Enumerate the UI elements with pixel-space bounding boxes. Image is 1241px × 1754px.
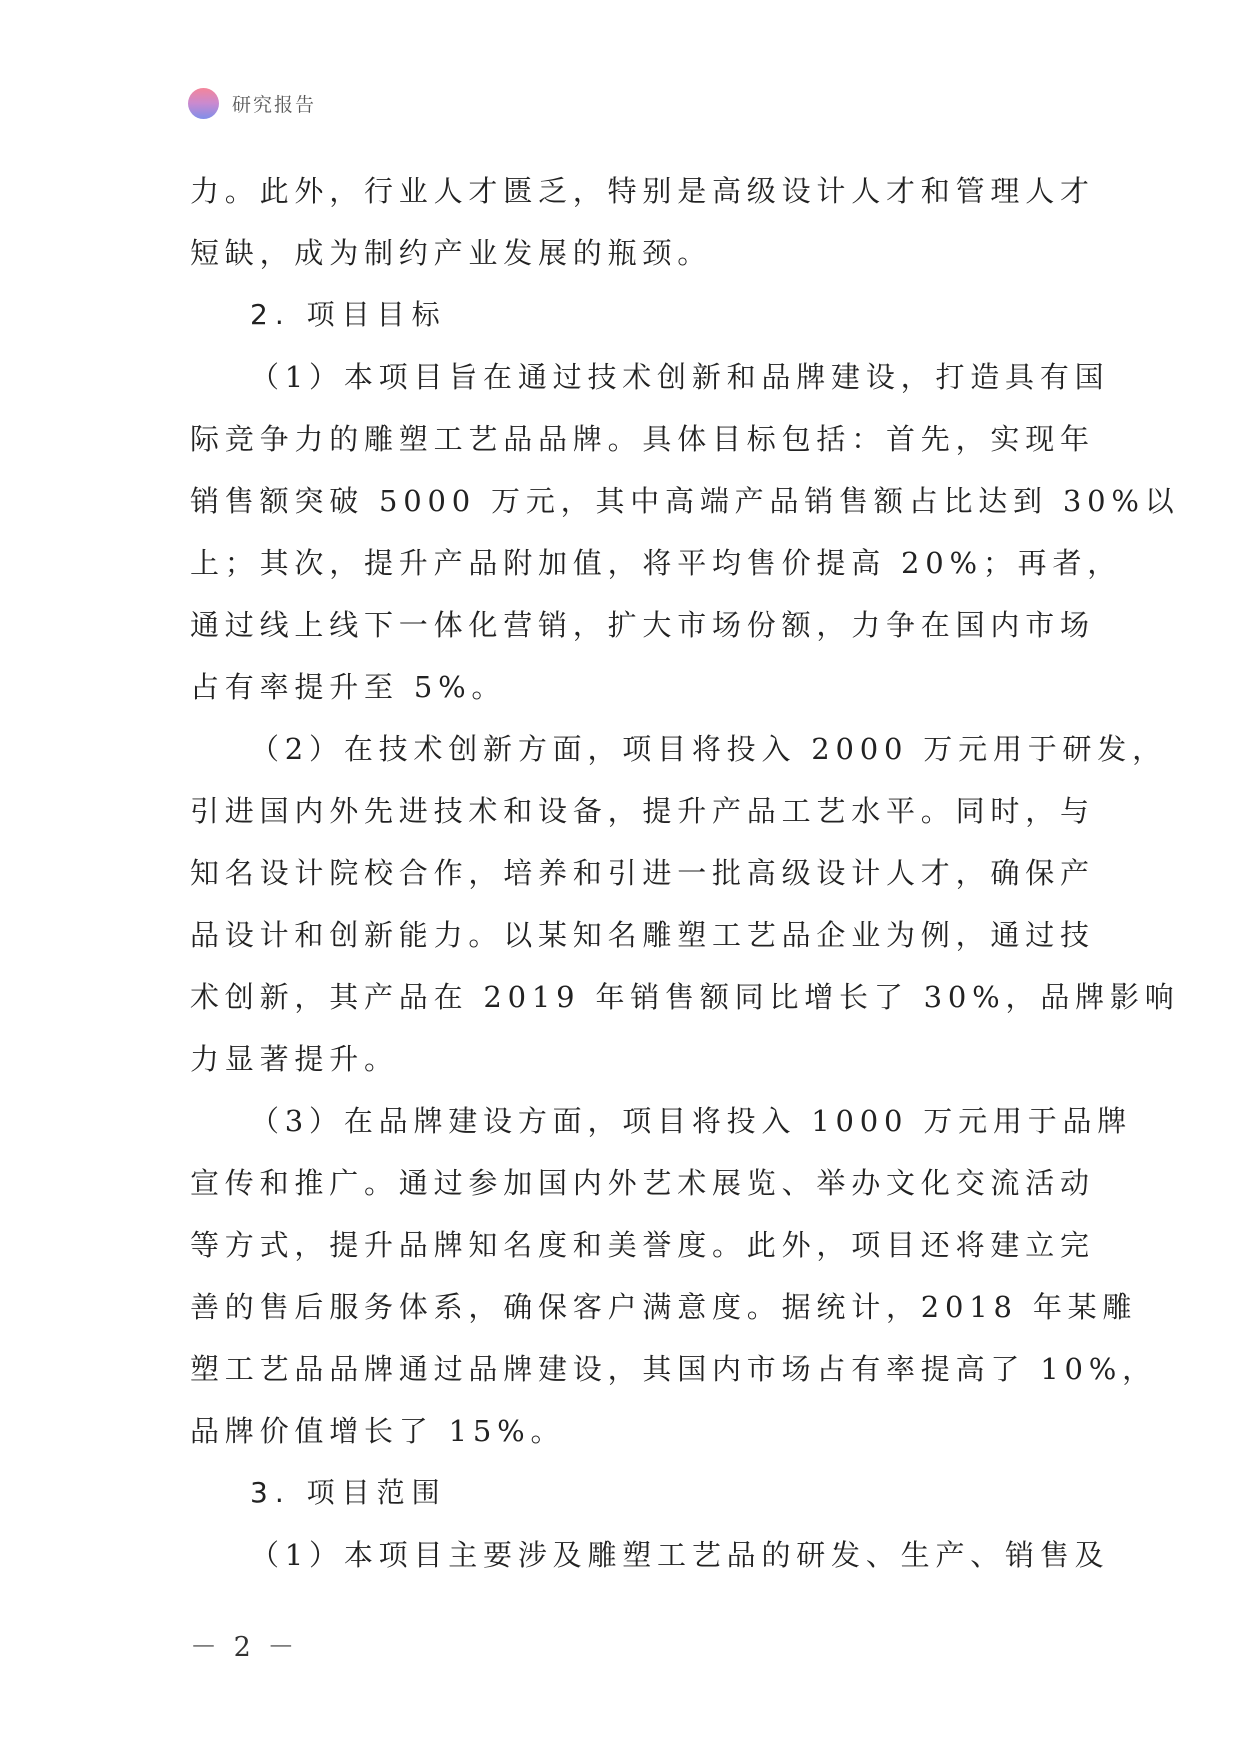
body-line: （1）本项目旨在通过技术创新和品牌建设，打造具有国 [250,360,1110,394]
body-line: 短缺，成为制约产业发展的瓶颈。 [190,236,713,270]
body-line: 通过线上线下一体化营销，扩大市场份额，力争在国内市场 [190,608,1095,642]
body-line: 力显著提升。 [190,1042,399,1076]
body-line: 宣传和推广。通过参加国内外艺术展览、举办文化交流活动 [190,1166,1095,1200]
document-header [188,88,316,119]
body-line: 销售额突破 5000 万元，其中高端产品销售额占比达到 30%以 [190,484,1180,518]
section-heading: 3. 项目范围 [250,1476,447,1509]
body-line: 等方式，提升品牌知名度和美誉度。此外，项目还将建立完 [190,1228,1095,1262]
body-line: 占有率提升至 5%。 [190,670,507,704]
body-line: 际竞争力的雕塑工艺品品牌。具体目标包括：首先，实现年 [190,422,1095,456]
body-line: （3）在品牌建设方面，项目将投入 1000 万元用于品牌 [250,1104,1133,1138]
body-line: 善的售后服务体系，确保客户满意度。据统计，2018 年某雕 [190,1290,1138,1324]
document-body [190,160,1180,1586]
body-line: 力。此外，行业人才匮乏，特别是高级设计人才和管理人才 [190,174,1095,208]
body-line: （1）本项目主要涉及雕塑工艺品的研发、生产、销售及 [250,1538,1110,1572]
body-line: 引进国内外先进技术和设备，提升产品工艺水平。同时，与 [190,794,1095,828]
body-line: （2）在技术创新方面，项目将投入 2000 万元用于研发， [250,732,1167,766]
body-line: 品设计和创新能力。以某知名雕塑工艺品企业为例，通过技 [190,918,1095,952]
body-line: 上；其次，提升产品附加值，将平均售价提高 20%；再者， [190,546,1123,580]
body-line: 品牌价值增长了 15%。 [190,1414,566,1448]
body-line: 术创新，其产品在 2019 年销售额同比增长了 30%，品牌影响 [190,980,1180,1014]
section-heading: 2. 项目目标 [250,298,447,331]
page-number: － 2 － [190,1632,299,1663]
logo-icon [188,88,219,119]
header-title: 研究报告 [232,94,317,116]
body-line: 知名设计院校合作，培养和引进一批高级设计人才，确保产 [190,856,1095,890]
body-line: 塑工艺品品牌通过品牌建设，其国内市场占有率提高了 10%， [190,1352,1157,1386]
